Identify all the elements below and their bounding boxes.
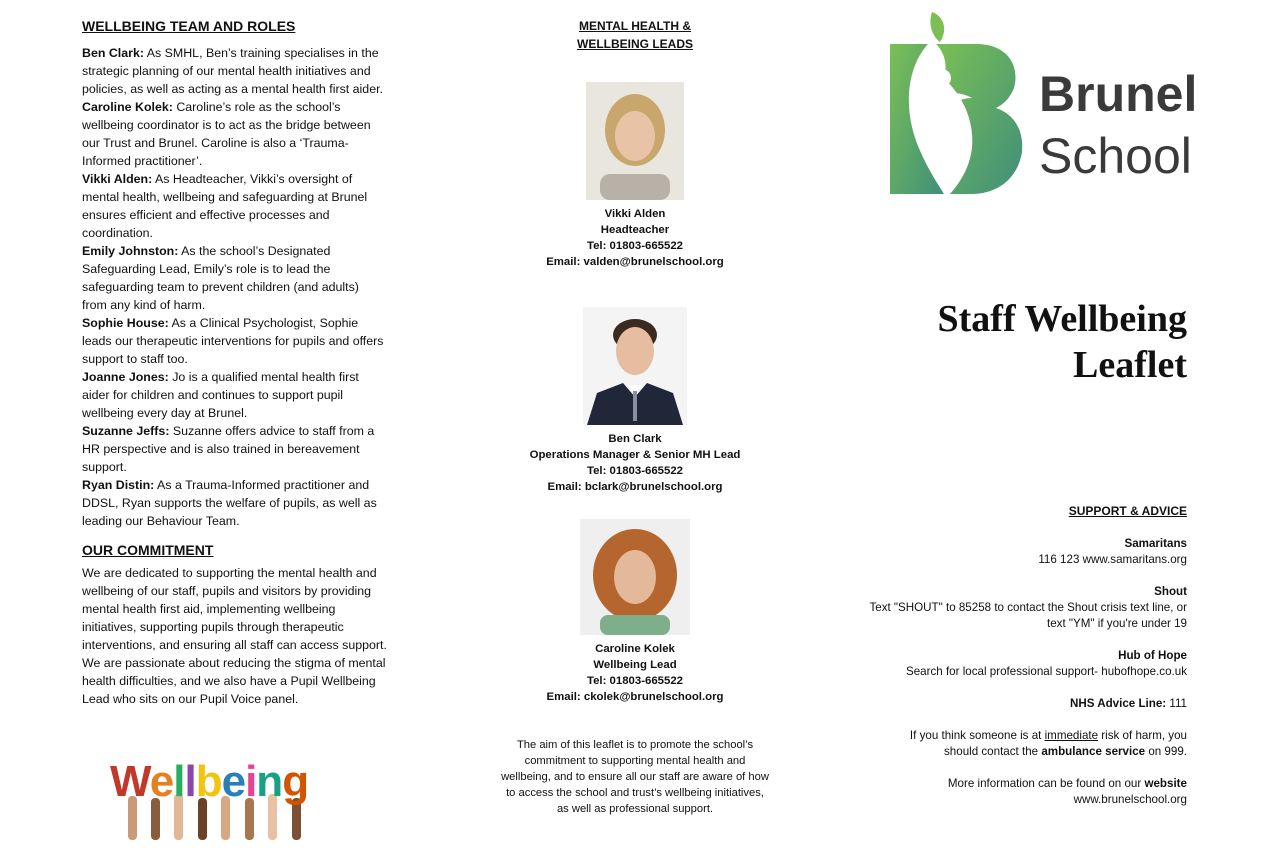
lead-tel: Tel: 01803-665522 xyxy=(586,675,684,687)
role-name: Vikki Alden: xyxy=(82,172,153,186)
role-text: As SMHL, Ben’s training specialises in the strategic planning of our mental health initiatives and policies, as well as acting as a mental health first aider. xyxy=(82,46,383,96)
brunel-logo xyxy=(888,6,1218,196)
lead-email: Email: ckolek@brunelschool.org xyxy=(546,691,724,703)
logo-text-brunel: Brunel xyxy=(1039,66,1198,122)
role-text: As a Trauma-Informed practitioner and DDSL, Ryan supports the welfare of pupils, as well as leading our Behaviour Team. xyxy=(82,478,377,528)
harm-pre: If you think someone is at xyxy=(909,729,1045,742)
lead-card xyxy=(500,82,770,270)
more-pre: More information can be found on our xyxy=(947,777,1145,790)
more-info-block xyxy=(857,776,1187,808)
role-entry xyxy=(82,314,387,368)
harm-post: on 999. xyxy=(1145,745,1187,758)
hub-info: Search for local professional support- hubofhope.co.uk xyxy=(906,665,1187,678)
role-text: Suzanne offers advice to staff from a HR perspective and is also trained in bereavement support. xyxy=(82,424,375,474)
harm-mid: risk of harm, you should contact the xyxy=(944,729,1187,758)
vikki-alden-photo xyxy=(586,82,684,200)
lead-tel: Tel: 01803-665522 xyxy=(586,465,684,477)
role-name: Sophie House: xyxy=(82,316,169,330)
leads-heading-line2: WELLBEING LEADS xyxy=(577,37,693,51)
lead-role: Operations Manager & Senior MH Lead xyxy=(529,449,741,461)
role-text: Caroline’s role as the school’s wellbeing coordinator is to act as the bridge between our Trust and Brunel. Caroline is also a ‘Trauma-Informed practitioner’. xyxy=(82,100,371,168)
lead-name: Caroline Kolek xyxy=(595,643,675,655)
lead-email: Email: valden@brunelschool.org xyxy=(546,256,724,268)
hub-block xyxy=(857,648,1187,680)
shout-name: Shout xyxy=(1154,585,1187,598)
role-entry xyxy=(82,170,387,242)
role-name: Suzanne Jeffs: xyxy=(82,424,170,438)
samaritans-name: Samaritans xyxy=(1124,537,1187,550)
caroline-kolek-photo xyxy=(580,519,690,635)
role-text: Jo is a qualified mental health first aider for children and continues to support pupil wellbeing every day at Brunel. xyxy=(82,370,359,420)
left-column xyxy=(82,18,387,708)
role-name: Ben Clark: xyxy=(82,46,144,60)
nhs-block xyxy=(857,696,1187,712)
brunel-b-icon xyxy=(888,6,1028,196)
support-heading: SUPPORT & ADVICE xyxy=(1068,504,1187,518)
support-advice-section xyxy=(857,503,1187,824)
wellbeing-art-text: Wellbeing xyxy=(110,760,309,806)
shout-info: Text "SHOUT" to 85258 to contact the Shout crisis text line, or text "YM" if you're under 19 xyxy=(869,601,1187,630)
role-entry xyxy=(82,422,387,476)
role-text: As the school’s Designated Safeguarding Lead, Emily’s role is to lead the safeguarding team to prevent children (and adults) from any kind of harm. xyxy=(82,244,359,312)
hub-name: Hub of Hope xyxy=(1118,649,1187,662)
title-line2: Leaflet xyxy=(1073,344,1187,386)
leads-heading-line1: MENTAL HEALTH & xyxy=(579,19,691,33)
shout-block xyxy=(857,584,1187,632)
nhs-label: NHS Advice Line: xyxy=(1069,697,1167,710)
harm-ambulance: ambulance service xyxy=(1041,745,1146,758)
leads-heading xyxy=(500,17,770,53)
lead-card xyxy=(500,307,770,495)
lead-email: Email: bclark@brunelschool.org xyxy=(547,481,723,493)
leaflet-title xyxy=(938,296,1188,388)
website-url[interactable]: www.brunelschool.org xyxy=(1073,793,1187,806)
harm-immediate: immediate xyxy=(1044,729,1099,742)
commitment-heading: OUR COMMITMENT xyxy=(82,542,214,558)
nhs-number: 111 xyxy=(1166,697,1187,710)
lead-name: Ben Clark xyxy=(608,433,662,445)
role-name: Caroline Kolek: xyxy=(82,100,173,114)
title-line1: Staff Wellbeing xyxy=(937,298,1187,340)
lead-name: Vikki Alden xyxy=(604,208,666,220)
role-entry xyxy=(82,368,387,422)
commitment-text: We are dedicated to supporting the mental health and wellbeing of our staff, pupils and visitors by providing mental health first aid, implementing wellbeing initiatives, supporting pupils through therapeutic interventions, and ensuring all staff can access support. We are passionate about reducing the stigma of mental health difficulties, and we also have a Pupil Wellbeing Lead who sits on our Pupil Voice panel. xyxy=(82,566,387,706)
more-website-label: website xyxy=(1144,777,1187,790)
role-entry xyxy=(82,476,387,530)
samaritans-info: 116 123 www.samaritans.org xyxy=(1038,553,1187,566)
role-name: Joanne Jones: xyxy=(82,370,169,384)
lead-tel: Tel: 01803-665522 xyxy=(586,240,684,252)
role-entry xyxy=(82,242,387,314)
role-name: Emily Johnston: xyxy=(82,244,179,258)
harm-block xyxy=(857,728,1187,760)
ben-clark-photo xyxy=(583,307,687,425)
lead-role: Wellbeing Lead xyxy=(593,659,677,671)
middle-column xyxy=(500,0,770,855)
role-text: As a Clinical Psychologist, Sophie leads our therapeutic interventions for pupils and offers support to staff too. xyxy=(82,316,384,366)
role-text: As Headteacher, Vikki’s oversight of mental health, wellbeing and safeguarding at Brunel ensures efficient and effective processes and coordination. xyxy=(82,172,368,240)
team-heading: WELLBEING TEAM AND ROLES xyxy=(82,18,296,34)
role-entry xyxy=(82,98,387,170)
role-name: Ryan Distin: xyxy=(82,478,155,492)
aim-text: The aim of this leaflet is to promote the school’s commitment to supporting mental health and wellbeing, and to ensure all our staff are aware of how to access the school and trust’s wellbeing initiatives, as well as professional support. xyxy=(501,739,769,815)
roles-list xyxy=(82,44,387,530)
role-entry xyxy=(82,44,387,98)
logo-text-school: School xyxy=(1039,128,1192,184)
wellbeing-hands-image xyxy=(108,760,323,840)
lead-card xyxy=(500,519,770,705)
lead-role: Headteacher xyxy=(600,224,670,236)
samaritans-block xyxy=(857,536,1187,568)
